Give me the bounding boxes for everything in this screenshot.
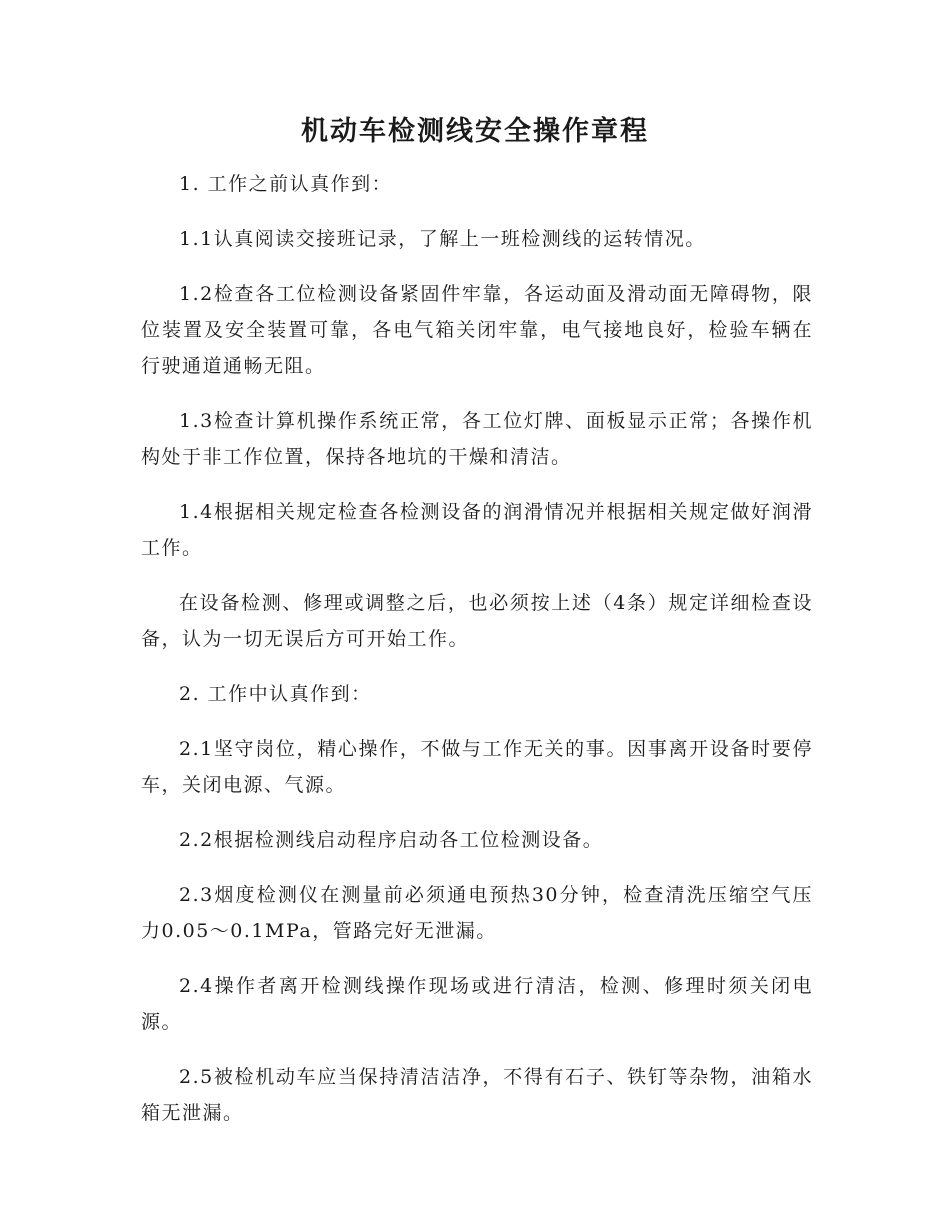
paragraph-1-3: 1.3检查计算机操作系统正常，各工位灯牌、面板显示正常；各操作机构处于非工作位置，保持各地坑的干燥和清洁。 (141, 410, 813, 468)
document-body (141, 166, 813, 1150)
paragraph-2-4: 2.4操作者离开检测线操作现场或进行清洁，检测、修理时须关闭电源。 (141, 975, 813, 1033)
paragraph-section-2-heading: 2. 工作中认真作到： (179, 683, 372, 705)
paragraph-1-1: 1.1认真阅读交接班记录，了解上一班检测线的运转情况。 (179, 228, 706, 250)
paragraph-2-3: 2.3烟度检测仪在测量前必须通电预热30分钟，检查清洗压缩空气压力0.05～0.1MPa，管路完好无泄漏。 (141, 884, 813, 942)
document-title: 机动车检测线安全操作章程 (301, 116, 649, 147)
paragraph-1-2: 1.2检查各工位检测设备紧固件牢靠，各运动面及滑动面无障碍物，限位装置及安全装置可靠，各电气箱关闭牢靠，电气接地良好，检验车辆在行驶通道通畅无阻。 (141, 283, 813, 377)
paragraph-section-1-note: 在设备检测、修理或调整之后，也必须按上述（4条）规定详细检查设备，认为一切无误后方可开始工作。 (141, 592, 813, 650)
paragraph-2-5: 2.5被检机动车应当保持清洁洁净，不得有石子、铁钉等杂物，油箱水箱无泄漏。 (141, 1066, 813, 1124)
paragraph-2-1: 2.1坚守岗位，精心操作，不做与工作无关的事。因事离开设备时要停车，关闭电源、气源。 (141, 738, 813, 796)
paragraph-1-4: 1.4根据相关规定检查各检测设备的润滑情况并根据相关规定做好润滑工作。 (141, 501, 813, 559)
paragraph-2-2: 2.2根据检测线启动程序启动各工位检测设备。 (179, 829, 604, 851)
paragraph-section-1-heading: 1. 工作之前认真作到： (179, 173, 393, 195)
